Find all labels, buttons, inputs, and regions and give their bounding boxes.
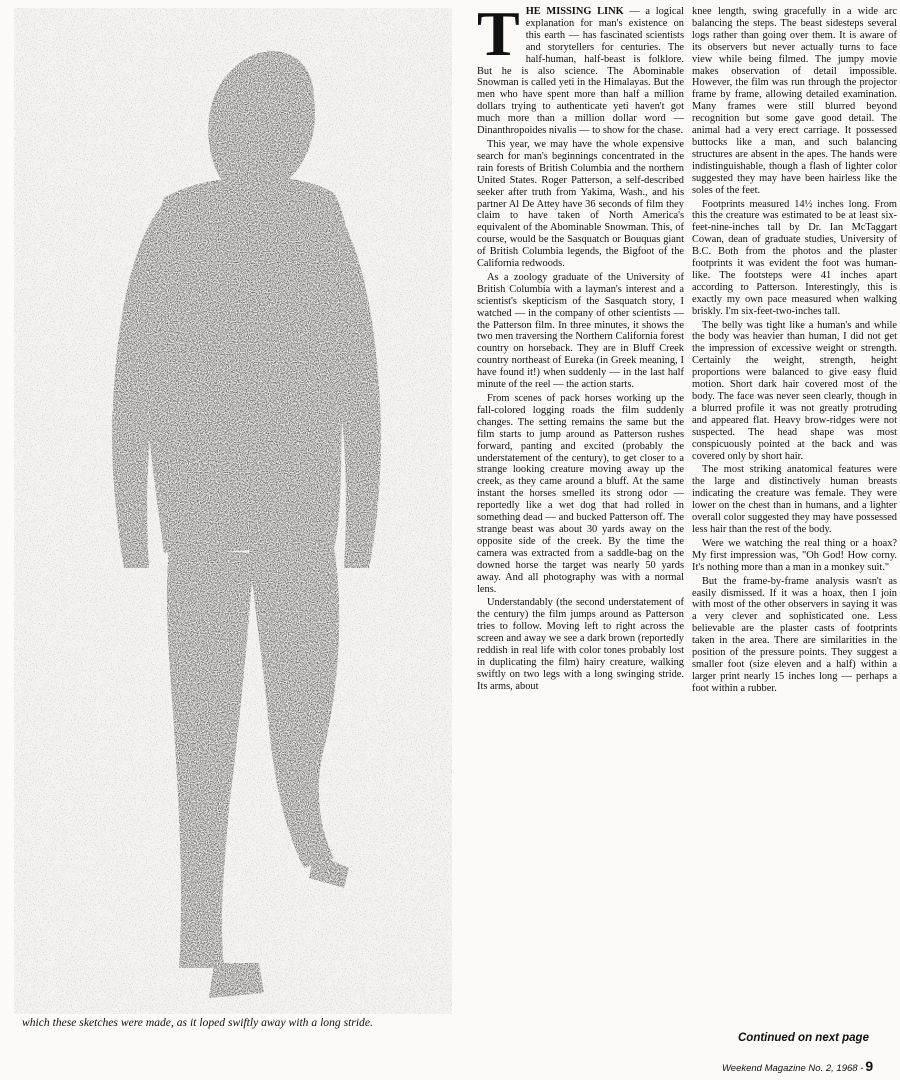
article-column-1 xyxy=(477,0,684,693)
publication-line: Weekend Magazine No. 2, 1968 - xyxy=(722,1063,864,1074)
sasquatch-sketch xyxy=(14,8,452,1014)
paragraph: This year, we may have the whole expensive search for man's beginnings concentrated in the rain forests of British Columbia and the northern United States. Roger Patterson, a self-described seeker after truth from Yakima, Wash., and his partner Al De Attey have 36 seconds of film they claim to have taken of North America's equivalent of the Abominable Snowman. This, of course, would be the Sasquatch or Bouquas giant of British Columbia legends, the Bigfoot of the California redwoods. xyxy=(477,138,684,270)
paragraph: — a logical explanation for man's existence on this earth — has fascinated scientists and storytellers for centuries. The half-human, half-beast is folklore. But he is also science. The Abominable Snowman is called yeti in the Himalayas. But the men who have spent more than half a million dollars trying to authenticate yeti haven't got much more than a million dollar word — Dinanthropoides nivalis — to show for the chase. xyxy=(477,6,684,137)
drop-cap: T xyxy=(477,0,520,69)
paragraph: Footprints measured 14½ inches long. From this the creature was estimated to be at least six-feet-nine-inches tall by Dr. Ian McTaggart Cowan, dean of graduate studies, University of B.C. Both from the photos and the plaster footprints it was evident the foot was human-like. The footsteps were 41 inches apart according to Patterson. Interestingly, this is exactly my own pace measured when walking briskly. I'm six-feet-two-inches tall. xyxy=(692,198,897,317)
paragraph: But the frame-by-frame analysis wasn't as easily dismissed. If it was a hoax, then I join with most of the other observers in saying it was a very clever and sophisticated one. Less believable are the plaster casts of footprints taken in the area. There are similarities in the position of the pressure points. They suggest a smaller foot (size eleven and a half) within a larger print nearly 15 inches long — perhaps a foot within a rubber. xyxy=(692,575,897,694)
figure-caption: which these sketches were made, as it loped swiftly away with a long stride. xyxy=(22,1016,373,1029)
article-column-2 xyxy=(692,6,897,695)
lead-paragraph xyxy=(477,0,684,137)
paragraph: knee length, swing gracefully in a wide arc balancing the steps. The beast sidesteps several logs rather than going over them. It is aware of its observers but never actually turns to face view while being filmed. The jumpy movie makes observation of detail impossible. However, the film was run through the projector frame by frame, allowing detailed examination. Many frames were still blurred beyond recognition but some gave good detail. The animal had a very erect carriage. It possessed buttocks like a man, and such balancing structures are absent in the apes. The hands were indistinguishable, though a flash of lighter color suggested they may have been hairless like the soles of the feet. xyxy=(692,6,897,196)
paragraph: The belly was tight like a human's and while the body was heavier than human, I did not get the impression of excessive weight or strength. Certainly the weight, strength, height proportions were balanced to give easy fluid motion. Short dark hair covered most of the body. The face was never seen clearly, though in a blurred profile it was not greatly protruding and appeared flat. Heavy brow-ridges were not suspected. The head shape was most conspicuously pointed at the back and was covered only by short hair. xyxy=(692,319,897,462)
page-footer xyxy=(722,1058,873,1074)
lead-upper: HE MISSING LINK xyxy=(525,6,624,17)
sasquatch-figure-illustration xyxy=(14,8,452,1014)
paragraph: Were we watching the real thing or a hoax? My first impression was, "Oh God! How corny. It's nothing more than a man in a monkey suit." xyxy=(692,537,897,573)
paragraph: Understandably (the second understatement of the century) the film jumps around as Patterson tries to follow. Moving left to right across the screen and away we see a dark brown (reportedly reddish in real life with color tones probably lost in duplicating the film) hairy creature, walking swiftly on two legs with a long swinging stride. Its arms, about xyxy=(477,597,684,692)
paragraph: The most striking anatomical features were the large and distinctively human breasts indicating the creature was female. They were lower on the chest than in humans, and a lighter overall color suggested they may have possessed less hair than the rest of the body. xyxy=(692,464,897,535)
page-number: 9 xyxy=(865,1058,874,1074)
paragraph: As a zoology graduate of the University of British Columbia with a layman's interest and a scientist's skepticism of the Sasquatch story, I watched — in the company of other scientists — the Patterson film. In three minutes, it shows the two men traversing the Northern California forest country on horseback. They are in Bluff Creek country northeast of Eureka (in Greek meaning, I have found it!) when suddenly — in the last half minute of the reel — the action starts. xyxy=(477,271,684,391)
paragraph: From scenes of pack horses working up the fall-colored logging roads the film suddenly changes. The setting remains the same but the film starts to jump around as Patterson rushes forward, panting and excited (probably the understatement of the century), to get closer to a strange looking creature moving away up the creek, as they came around a bluff. At the same instant the horses smelled its strong odor — reportedly like a wet dog that had rolled in something dead — and bucked Patterson off. The strange beast was about 30 yards away on the opposite side of the creek. By the time the camera was extracted from a saddle-bag on the downed horse the target was nearly 50 yards away. And all photography was with a normal lens. xyxy=(477,393,684,595)
continued-note: Continued on next page xyxy=(738,1032,869,1044)
